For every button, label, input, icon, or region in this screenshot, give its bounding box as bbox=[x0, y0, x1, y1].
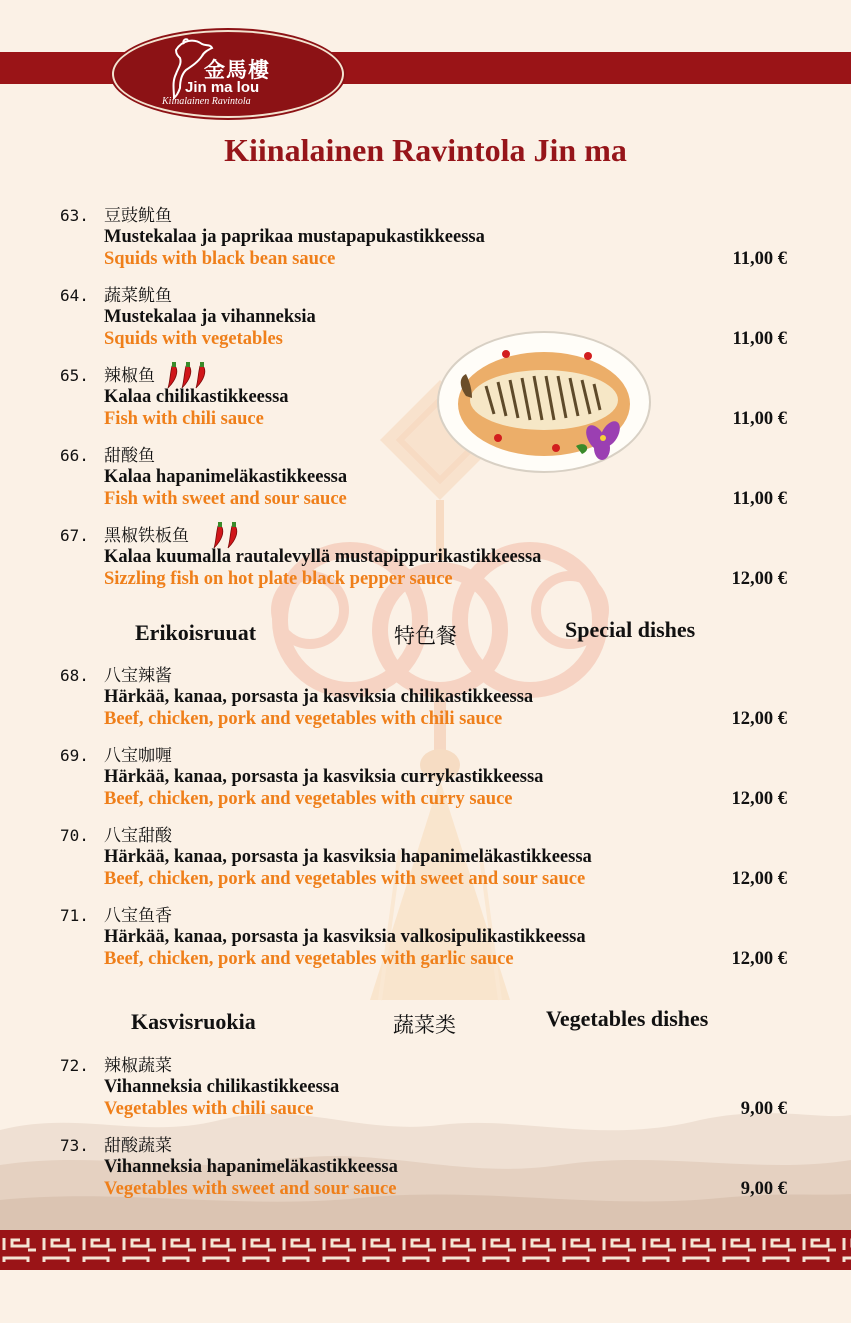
menu-item-64 bbox=[60, 286, 800, 362]
item-finnish-name: Härkää, kanaa, porsasta ja kasviksia currykastikkeessa bbox=[104, 767, 544, 787]
item-finnish-name: Kalaa kuumalla rautalevyllä mustapippurikastikkeessa bbox=[104, 547, 542, 567]
item-price: 12,00 € bbox=[731, 709, 787, 729]
item-english-name: Beef, chicken, pork and vegetables with garlic sauce bbox=[104, 949, 514, 969]
section-special-english: Special dishes bbox=[565, 617, 696, 642]
item-english-name: Squids with black bean sauce bbox=[104, 249, 336, 269]
menu-item-70 bbox=[60, 826, 800, 902]
item-english-name: Beef, chicken, pork and vegetables with sweet and sour sauce bbox=[104, 869, 586, 889]
section-vegetables-finnish: Kasvisruokia bbox=[131, 1009, 256, 1034]
menu-item-69 bbox=[60, 746, 800, 822]
logo-subtitle: Kiinalainen Ravintola bbox=[162, 96, 251, 107]
item-chinese-name: 黑椒铁板鱼 bbox=[104, 526, 189, 546]
item-english-name: Vegetables with chili sauce bbox=[104, 1099, 314, 1119]
item-number: 65. bbox=[60, 366, 89, 385]
item-chinese-name: 辣椒蔬菜 bbox=[104, 1056, 172, 1076]
item-number: 72. bbox=[60, 1056, 89, 1075]
item-price: 11,00 € bbox=[732, 409, 787, 429]
item-number: 69. bbox=[60, 746, 89, 765]
menu-item-68 bbox=[60, 666, 800, 742]
item-number: 71. bbox=[60, 906, 89, 925]
item-price: 11,00 € bbox=[732, 329, 787, 349]
item-finnish-name: Mustekalaa ja paprikaa mustapapukastikkeessa bbox=[104, 227, 485, 247]
item-finnish-name: Vihanneksia hapanimeläkastikkeessa bbox=[104, 1157, 398, 1177]
item-price: 12,00 € bbox=[731, 869, 787, 889]
item-price: 9,00 € bbox=[740, 1179, 787, 1199]
menu-item-67 bbox=[60, 526, 800, 602]
item-finnish-name: Härkää, kanaa, porsasta ja kasviksia chilikastikkeessa bbox=[104, 687, 534, 707]
item-price: 11,00 € bbox=[732, 249, 787, 269]
menu-item-72 bbox=[60, 1056, 800, 1132]
item-english-name: Squids with vegetables bbox=[104, 329, 283, 349]
item-finnish-name: Härkää, kanaa, porsasta ja kasviksia valkosipulikastikkeessa bbox=[104, 927, 586, 947]
item-number: 68. bbox=[60, 666, 89, 685]
item-chinese-name: 八宝甜酸 bbox=[104, 826, 172, 846]
item-price: 11,00 € bbox=[732, 489, 787, 509]
item-chinese-name: 辣椒鱼 bbox=[104, 366, 155, 386]
item-english-name: Sizzling fish on hot plate black pepper sauce bbox=[104, 569, 453, 589]
item-english-name: Beef, chicken, pork and vegetables with chili sauce bbox=[104, 709, 503, 729]
item-chinese-name: 八宝咖喱 bbox=[104, 746, 172, 766]
section-special-finnish: Erikoisruuat bbox=[135, 620, 257, 645]
item-english-name: Vegetables with sweet and sour sauce bbox=[104, 1179, 397, 1199]
menu-item-71 bbox=[60, 906, 800, 982]
item-finnish-name: Vihanneksia chilikastikkeessa bbox=[104, 1077, 340, 1097]
menu-item-66 bbox=[60, 446, 800, 522]
item-chinese-name: 豆豉鱿鱼 bbox=[104, 206, 172, 226]
item-number: 67. bbox=[60, 526, 89, 545]
item-chinese-name: 八宝鱼香 bbox=[104, 906, 172, 926]
item-price: 12,00 € bbox=[731, 569, 787, 589]
item-price: 12,00 € bbox=[731, 789, 787, 809]
item-number: 63. bbox=[60, 206, 89, 225]
item-price: 9,00 € bbox=[740, 1099, 787, 1119]
item-chinese-name: 八宝辣酱 bbox=[104, 666, 172, 686]
menu-item-65 bbox=[60, 366, 800, 442]
section-vegetables-english: Vegetables dishes bbox=[546, 1006, 709, 1031]
logo-english-name: Jin ma lou bbox=[185, 79, 260, 96]
logo-chinese-name: 金馬樓 bbox=[204, 58, 270, 82]
item-english-name: Beef, chicken, pork and vegetables with curry sauce bbox=[104, 789, 513, 809]
item-chinese-name: 甜酸鱼 bbox=[104, 446, 155, 466]
item-finnish-name: Kalaa chilikastikkeessa bbox=[104, 387, 289, 407]
item-english-name: Fish with chili sauce bbox=[104, 409, 264, 429]
item-finnish-name: Härkää, kanaa, porsasta ja kasviksia hapanimeläkastikkeessa bbox=[104, 847, 592, 867]
item-number: 73. bbox=[60, 1136, 89, 1155]
section-special-chinese: 特色餐 bbox=[394, 624, 457, 648]
item-number: 66. bbox=[60, 446, 89, 465]
item-chinese-name: 甜酸蔬菜 bbox=[104, 1136, 172, 1156]
item-finnish-name: Mustekalaa ja vihanneksia bbox=[104, 307, 316, 327]
section-vegetables-chinese: 蔬菜类 bbox=[393, 1013, 456, 1037]
bottom-pattern-band bbox=[0, 1230, 851, 1270]
item-number: 70. bbox=[60, 826, 89, 845]
item-finnish-name: Kalaa hapanimeläkastikkeessa bbox=[104, 467, 348, 487]
item-english-name: Fish with sweet and sour sauce bbox=[104, 489, 347, 509]
page-title: Kiinalainen Ravintola Jin ma bbox=[224, 132, 627, 168]
item-price: 12,00 € bbox=[731, 949, 787, 969]
item-chinese-name: 蔬菜鱿鱼 bbox=[104, 286, 172, 306]
menu-item-73 bbox=[60, 1136, 800, 1212]
menu-item-63 bbox=[60, 206, 800, 282]
item-number: 64. bbox=[60, 286, 89, 305]
